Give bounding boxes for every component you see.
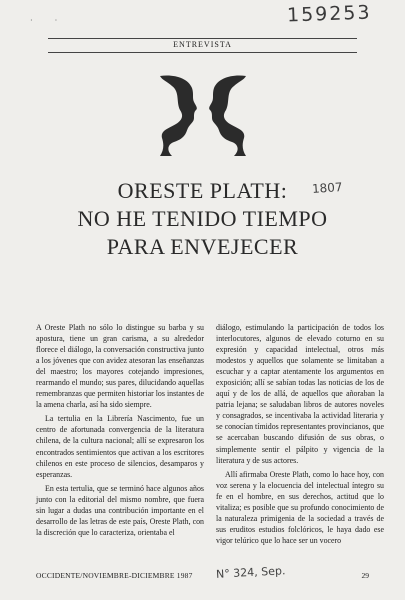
left-column — [36, 322, 204, 549]
page-number: 29 — [361, 571, 369, 580]
left-profile-shape — [160, 76, 197, 157]
paragraph: En esta tertulia, que se terminó hace algunos años junto con la editorial del mismo nombre, que fuera sin lugar a dudas una contribución importante en el desarrollo de las letras de este país, Oreste Plath, con la discreción que lo caracteriza, orientaba el — [36, 483, 204, 537]
publication-footer: OCCIDENTE/NOVIEMBRE-DICIEMBRE 1987 — [36, 571, 193, 580]
title-line-3: PARA ENVEJECER — [106, 234, 299, 259]
handwritten-catalog-number: 159253 — [286, 1, 372, 27]
facing-profiles-illustration — [154, 72, 252, 160]
article-title — [0, 177, 405, 261]
paragraph: A Oreste Plath no sólo lo distingue su barba y su apostura, tiene un gran carisma, a su alrededor florece el diálogo, la conversación constructiva junto a los jóvenes que con avidez atesoran las enseñanzas del maestro; los mayores cotejando impresiones, rearmando el mundo; sus pares, dilucidando aquellas remembranzas que permiten historiar los instantes de la amena charla, así ha sido siempre. — [36, 323, 204, 410]
right-column — [216, 322, 384, 549]
header-rule-bottom — [48, 52, 357, 53]
section-label: ENTREVISTA — [173, 40, 232, 49]
title-line-1: ORESTE PLATH: — [117, 178, 288, 203]
handwritten-title-note: 1807 — [311, 179, 343, 197]
paragraph: La tertulia en la Librería Nascimento, fue un centro de afortunada convergencia de la literatura chilena, de la cultura nacional; allí se expresaron los encontrados sentimientos que activan a los escritores chilenos en este proceso de silencios, desamparos y esperanzas. — [36, 414, 204, 479]
handwritten-footer-note: N° 324, Sep. — [215, 564, 286, 581]
header-rule-top — [48, 38, 357, 39]
paragraph: Allí afirmaba Oreste Plath, como lo hace hoy, con voz serena y la elocuencia del intelectual íntegro su fe en el hombre, en sus derechos, actitud que lo vitaliza; es posible que su profundo conocimiento de la naturaleza primigenia de la sociedad a través de sus eruditos estudios folclóricos, le haya dado ese vigor telúrico que lo hace ser un vocero — [216, 469, 384, 545]
article-body — [36, 322, 384, 549]
paragraph: diálogo, estimulando la participación de todos los interlocutores, algunos de elevado coturno en su expresión y capacidad intelectual, otros más modestos y aquellos que solamente se limitaban a escuchar y a captar atentamente los argumentos en exposición; allí se sabían todas las noticias de los de aquí y de los de allá, de aquellos que añoraban la patria lejana; se saludaban libros de autores noveles y consagrados, se incentivaba la actividad literaria y se conocían tímidos representantes provincianos, que se acercaban buscando difusión de sus obras, o simplemente sentir el pálpito y vigencia de la literatura y de sus actores. — [216, 323, 384, 465]
right-profile-shape — [209, 76, 246, 157]
title-line-2: NO HE TENIDO TIEMPO — [77, 206, 328, 231]
scan-specks: · · — [30, 16, 68, 25]
